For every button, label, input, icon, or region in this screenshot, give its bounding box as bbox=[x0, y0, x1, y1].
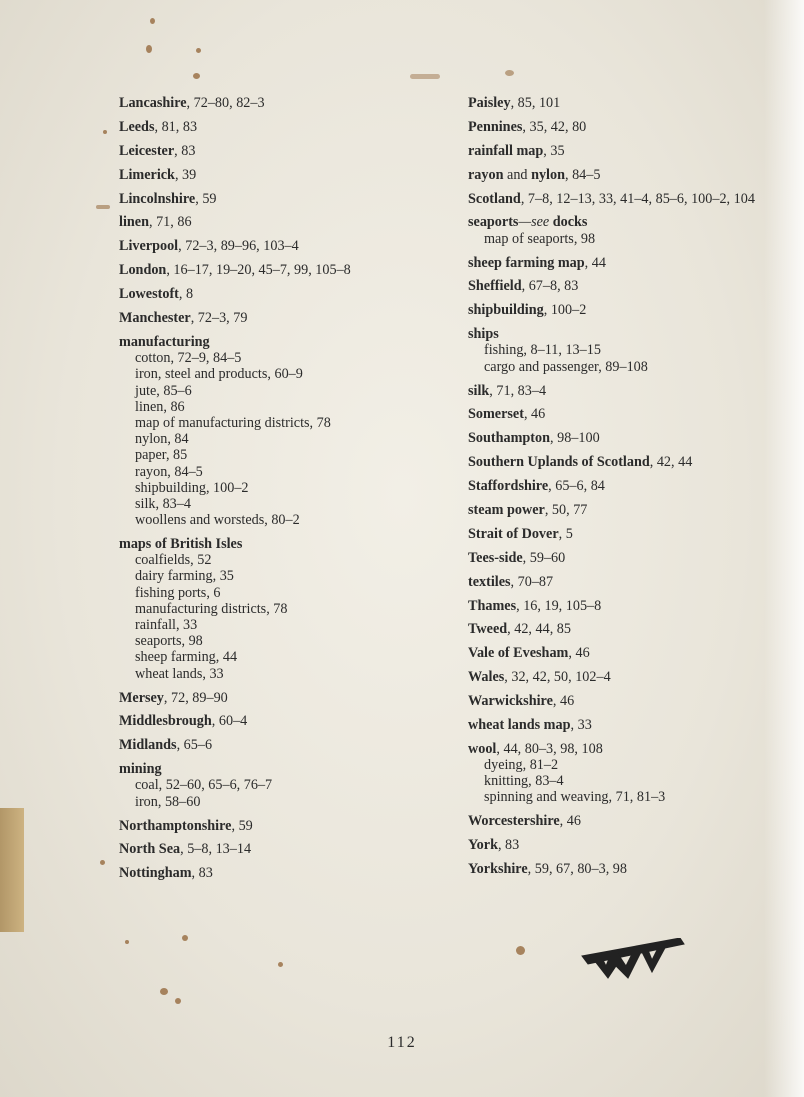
index-entry-main bbox=[468, 574, 798, 590]
index-heading: linen bbox=[119, 214, 149, 231]
index-subentry: paper, 85 bbox=[135, 447, 188, 464]
index-heading-secondary: nylon bbox=[531, 166, 565, 183]
index-entry bbox=[468, 191, 798, 207]
index-subentry: spinning and weaving, 71, 81–3 bbox=[484, 789, 666, 806]
index-entry-main bbox=[468, 598, 798, 614]
index-subentry: fishing, 8–11, 13–15 bbox=[484, 342, 601, 359]
index-entry bbox=[468, 598, 798, 614]
page-references: , 65–6 bbox=[176, 737, 213, 754]
index-entry bbox=[119, 95, 449, 111]
page-references: , 46 bbox=[523, 406, 546, 423]
page-references: , 33 bbox=[570, 716, 592, 733]
index-entry-main bbox=[119, 713, 449, 729]
page-references: , 5–8, 13–14 bbox=[180, 841, 252, 858]
index-heading: Warwickshire bbox=[468, 693, 553, 710]
page-references: , 44, 80–3, 98, 108 bbox=[496, 740, 603, 757]
index-subentry: map of seaports, 98 bbox=[484, 230, 596, 247]
index-entry-main bbox=[119, 286, 449, 302]
index-entry bbox=[468, 278, 798, 294]
index-heading: Lowestoft bbox=[119, 286, 179, 303]
index-entry bbox=[119, 761, 449, 810]
page-references: , 32, 42, 50, 102–4 bbox=[504, 669, 611, 686]
index-entry bbox=[119, 865, 449, 881]
page-references: , 42, 44, 85 bbox=[507, 621, 571, 638]
index-entry bbox=[468, 383, 798, 399]
index-heading: Leicester bbox=[119, 142, 175, 159]
index-heading: Sheffield bbox=[468, 278, 522, 295]
index-heading: Midlands bbox=[119, 737, 177, 754]
index-heading: Strait of Dover bbox=[468, 525, 559, 542]
index-heading: Worcestershire bbox=[468, 813, 560, 830]
index-entry-main bbox=[468, 119, 798, 135]
index-entry bbox=[119, 262, 449, 278]
stain bbox=[103, 130, 107, 134]
index-entry-main bbox=[468, 741, 798, 757]
page-references: , 83 bbox=[497, 837, 520, 854]
index-heading: Nottingham bbox=[119, 865, 192, 882]
page-references: , 35 bbox=[543, 142, 565, 159]
index-entry bbox=[119, 310, 449, 326]
index-entry bbox=[119, 167, 449, 183]
index-entry-main bbox=[468, 143, 798, 159]
index-entry-main bbox=[119, 818, 449, 834]
index-subentry: rayon, 84–5 bbox=[135, 463, 203, 480]
stain bbox=[516, 946, 525, 955]
index-subentry: map of manufacturing districts, 78 bbox=[135, 414, 331, 431]
index-subentry: coalfields, 52 bbox=[135, 552, 212, 569]
index-entry-main bbox=[119, 143, 449, 159]
index-entry bbox=[468, 550, 798, 566]
index-entry bbox=[468, 326, 798, 375]
index-entry-main bbox=[119, 761, 449, 777]
index-entry-main bbox=[468, 645, 798, 661]
page-references: , 71, 86 bbox=[148, 214, 192, 231]
index-heading: manufacturing bbox=[119, 333, 210, 350]
index-entry-main bbox=[119, 841, 449, 857]
page-number: 112 bbox=[387, 1034, 417, 1051]
index-entry bbox=[468, 574, 798, 590]
index-entry bbox=[468, 119, 798, 135]
index-column-left bbox=[119, 95, 449, 889]
index-entry bbox=[119, 214, 449, 230]
stain bbox=[96, 205, 110, 209]
index-heading: Southern Uplands of Scotland bbox=[468, 454, 650, 471]
index-entry bbox=[468, 717, 798, 733]
index-entry-main bbox=[468, 669, 798, 685]
page-references: , 44 bbox=[584, 254, 606, 271]
index-entry bbox=[468, 741, 798, 806]
index-subentry: nylon, 84 bbox=[135, 431, 189, 448]
stain bbox=[175, 998, 181, 1004]
page-references: , 100–2 bbox=[543, 302, 587, 319]
index-entry bbox=[468, 669, 798, 685]
page-references: , 72–3, 89–96, 103–4 bbox=[178, 238, 299, 255]
index-heading: York bbox=[468, 837, 498, 854]
stain bbox=[160, 988, 168, 995]
index-heading: seaports bbox=[468, 214, 519, 231]
index-entry-main bbox=[468, 430, 798, 446]
index-entry-main bbox=[119, 214, 449, 230]
index-entry bbox=[468, 478, 798, 494]
index-heading: ships bbox=[468, 326, 499, 343]
index-heading: Lincolnshire bbox=[119, 190, 196, 207]
index-entry-main bbox=[119, 191, 449, 207]
index-entry-main bbox=[468, 326, 798, 342]
tape-strip bbox=[0, 808, 24, 932]
index-entry bbox=[468, 502, 798, 518]
index-entry-main bbox=[468, 837, 798, 853]
index-entry-main bbox=[468, 621, 798, 637]
index-entry bbox=[468, 837, 798, 853]
index-heading: shipbuilding bbox=[468, 302, 544, 319]
index-subentry: seaports, 98 bbox=[135, 633, 203, 650]
index-entry-main bbox=[468, 693, 798, 709]
index-entry bbox=[468, 645, 798, 661]
index-subentry: silk, 83–4 bbox=[135, 495, 191, 512]
index-heading: Leeds bbox=[119, 118, 155, 135]
index-entry-main bbox=[468, 278, 798, 294]
index-subentry: coal, 52–60, 65–6, 76–7 bbox=[135, 777, 273, 794]
index-heading: Southampton bbox=[468, 430, 551, 447]
index-heading: Paisley bbox=[468, 95, 511, 111]
page-references: , 60–4 bbox=[211, 713, 248, 730]
stain bbox=[182, 935, 188, 941]
index-entry bbox=[119, 818, 449, 834]
index-entry bbox=[468, 302, 798, 318]
index-heading: Northamptonshire bbox=[119, 817, 232, 834]
index-entry bbox=[119, 841, 449, 857]
index-entry-main bbox=[468, 214, 798, 230]
stain bbox=[125, 940, 129, 944]
publisher-logo-icon bbox=[580, 938, 686, 980]
stain bbox=[146, 45, 152, 53]
index-entry bbox=[119, 238, 449, 254]
index-entry bbox=[468, 214, 798, 246]
page-references: , 7–8, 12–13, 33, 41–4, 85–6, 100–2, 104 bbox=[520, 190, 755, 207]
page-references: , 67–8, 83 bbox=[521, 278, 579, 295]
index-heading: Manchester bbox=[119, 310, 191, 327]
index-entry-main bbox=[119, 167, 449, 183]
stain bbox=[505, 70, 514, 76]
page-references: , 46 bbox=[568, 645, 590, 662]
index-subentry: linen, 86 bbox=[135, 398, 185, 415]
see-reference: —see bbox=[518, 214, 550, 231]
index-entry-main bbox=[119, 238, 449, 254]
index-entry-main bbox=[468, 406, 798, 422]
index-entry-main bbox=[468, 813, 798, 829]
stain bbox=[196, 48, 201, 53]
index-entry bbox=[468, 143, 798, 159]
index-entry-main bbox=[119, 865, 449, 881]
page-references: , 46 bbox=[559, 813, 581, 830]
index-subentry: iron, steel and products, 60–9 bbox=[135, 366, 303, 383]
page-references: , 16, 19, 105–8 bbox=[516, 597, 602, 614]
index-subentry: shipbuilding, 100–2 bbox=[135, 479, 249, 496]
index-heading: wheat lands map bbox=[468, 716, 571, 733]
index-subentry: sheep farming, 44 bbox=[135, 649, 238, 666]
index-heading: sheep farming map bbox=[468, 254, 585, 271]
stain bbox=[100, 860, 105, 865]
page-references: , 72–3, 79 bbox=[190, 310, 248, 327]
index-entry-main bbox=[468, 167, 798, 183]
index-entry bbox=[468, 526, 798, 542]
index-heading: Scotland bbox=[468, 190, 521, 207]
stain bbox=[410, 74, 440, 79]
page-references: , 8 bbox=[178, 286, 194, 303]
index-heading: Lancashire bbox=[119, 95, 187, 111]
index-entry bbox=[468, 255, 798, 271]
page-references: , 70–87 bbox=[510, 573, 554, 590]
index-entry bbox=[468, 861, 798, 877]
index-heading: rayon bbox=[468, 166, 504, 183]
index-entry bbox=[468, 693, 798, 709]
page-references: , 83 bbox=[174, 142, 196, 159]
index-entry-main bbox=[119, 95, 449, 111]
index-subentry: manufacturing districts, 78 bbox=[135, 600, 288, 617]
page-references: and bbox=[503, 166, 532, 183]
index-heading: rainfall map bbox=[468, 142, 544, 159]
page-references: , 59, 67, 80–3, 98 bbox=[527, 861, 627, 878]
index-entry bbox=[468, 621, 798, 637]
index-column-right bbox=[468, 95, 798, 885]
index-subentry: dyeing, 81–2 bbox=[484, 757, 559, 774]
index-entry bbox=[119, 334, 449, 528]
index-entry bbox=[119, 286, 449, 302]
page-references: , 84–5 bbox=[564, 166, 601, 183]
page-references: , 5 bbox=[558, 525, 573, 542]
index-heading: Wales bbox=[468, 669, 505, 686]
index-entry-main bbox=[119, 119, 449, 135]
index-heading: Tees-side bbox=[468, 549, 523, 566]
page-references: , 50, 77 bbox=[544, 501, 588, 518]
index-subentry: woollens and worsteds, 80–2 bbox=[135, 512, 300, 529]
index-heading: Limerick bbox=[119, 166, 175, 183]
index-heading: Mersey bbox=[119, 689, 164, 706]
index-subentry: dairy farming, 35 bbox=[135, 568, 234, 585]
index-heading: Yorkshire bbox=[468, 861, 528, 878]
page-references: , 72–80, 82–3 bbox=[186, 95, 265, 111]
index-entry-main bbox=[119, 334, 449, 350]
index-entry-main bbox=[468, 502, 798, 518]
page-references: , 85, 101 bbox=[510, 95, 561, 111]
index-entry-main bbox=[119, 262, 449, 278]
page-references: , 83 bbox=[191, 865, 213, 882]
index-entry-main bbox=[468, 526, 798, 542]
index-subentry: fishing ports, 6 bbox=[135, 584, 221, 601]
index-entry bbox=[468, 813, 798, 829]
index-entry bbox=[468, 454, 798, 470]
index-subentry: wheat lands, 33 bbox=[135, 665, 224, 682]
index-entry-main bbox=[468, 383, 798, 399]
index-heading: Vale of Evesham bbox=[468, 645, 569, 662]
page-references: , 59 bbox=[231, 817, 253, 834]
index-entry-main bbox=[468, 717, 798, 733]
index-heading: London bbox=[119, 262, 167, 279]
index-entry bbox=[119, 119, 449, 135]
index-heading: Liverpool bbox=[119, 238, 179, 255]
index-subentry: knitting, 83–4 bbox=[484, 773, 564, 790]
index-entry-main bbox=[468, 302, 798, 318]
index-heading: Somerset bbox=[468, 406, 524, 423]
page-references: , 71, 83–4 bbox=[489, 382, 547, 399]
page-references: , 81, 83 bbox=[154, 118, 198, 135]
index-subentry: rainfall, 33 bbox=[135, 617, 198, 634]
index-entry-main bbox=[119, 690, 449, 706]
index-entry-main bbox=[468, 454, 798, 470]
index-heading: mining bbox=[119, 761, 162, 778]
index-entry-main bbox=[468, 861, 798, 877]
index-entry bbox=[119, 737, 449, 753]
index-entry-main bbox=[119, 737, 449, 753]
index-subentry: cotton, 72–9, 84–5 bbox=[135, 350, 242, 367]
index-heading-secondary: docks bbox=[549, 214, 588, 231]
index-heading: Staffordshire bbox=[468, 478, 549, 495]
index-entry bbox=[468, 406, 798, 422]
index-entry-main bbox=[468, 255, 798, 271]
index-entry-main bbox=[468, 478, 798, 494]
page-references: , 42, 44 bbox=[649, 454, 693, 471]
index-heading: Thames bbox=[468, 597, 517, 614]
page-references: , 72, 89–90 bbox=[163, 689, 228, 706]
index-heading: textiles bbox=[468, 573, 511, 590]
index-entry-main bbox=[119, 536, 449, 552]
page-references: , 46 bbox=[552, 693, 575, 710]
index-entry-main bbox=[119, 310, 449, 326]
index-heading: steam power bbox=[468, 501, 545, 518]
index-entry bbox=[468, 167, 798, 183]
index-entry bbox=[119, 536, 449, 682]
index-entry bbox=[468, 430, 798, 446]
page-references: , 39 bbox=[174, 166, 197, 183]
page-references: , 16–17, 19–20, 45–7, 99, 105–8 bbox=[166, 262, 351, 279]
index-heading: maps of British Isles bbox=[119, 536, 243, 553]
index-heading: Pennines bbox=[468, 118, 523, 135]
page-references: , 65–6, 84 bbox=[548, 478, 605, 495]
index-entry bbox=[119, 690, 449, 706]
index-entry bbox=[119, 713, 449, 729]
page-references: , 59 bbox=[195, 190, 217, 207]
index-subentry: cargo and passenger, 89–108 bbox=[484, 358, 648, 375]
index-entry bbox=[468, 95, 798, 111]
stain bbox=[278, 962, 283, 967]
index-heading: Middlesbrough bbox=[119, 713, 212, 730]
index-heading: silk bbox=[468, 382, 490, 399]
page-references: , 98–100 bbox=[550, 430, 600, 447]
stain bbox=[193, 73, 200, 79]
index-subentry: iron, 58–60 bbox=[135, 793, 201, 810]
index-entry bbox=[119, 143, 449, 159]
index-heading: North Sea bbox=[119, 841, 181, 858]
page-references: , 35, 42, 80 bbox=[522, 118, 587, 135]
page-references: , 59–60 bbox=[522, 549, 566, 566]
index-heading: Tweed bbox=[468, 621, 508, 638]
index-entry bbox=[119, 191, 449, 207]
index-heading: wool bbox=[468, 740, 497, 757]
index-entry-main bbox=[468, 95, 798, 111]
index-entry-main bbox=[468, 550, 798, 566]
stain bbox=[150, 18, 155, 24]
index-entry-main bbox=[468, 191, 798, 207]
index-subentry: jute, 85–6 bbox=[135, 382, 192, 399]
